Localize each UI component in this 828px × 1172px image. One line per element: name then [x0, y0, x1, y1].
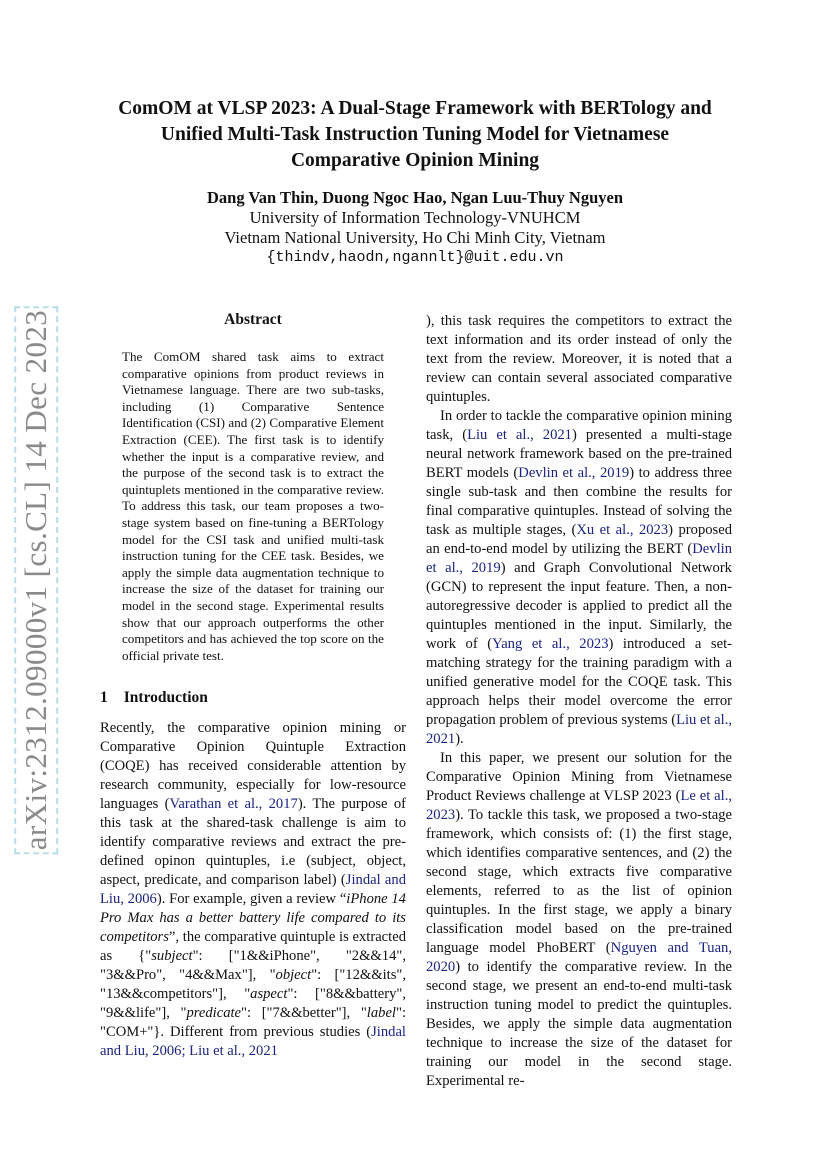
quintuple-key: object — [275, 967, 312, 984]
intro-paragraph-2 — [426, 407, 732, 749]
author-email[interactable]: {thindv,haodn,ngannlt}@uit.edu.vn — [266, 249, 564, 266]
left-column — [100, 310, 406, 1061]
intro-paragraph-1-continued — [426, 312, 732, 407]
text: ": ["7&&better"], " — [241, 1005, 367, 1022]
quintuple-key: predicate — [186, 1005, 242, 1022]
text: ": "COM+"}. Different from previous studies ( — [100, 1005, 406, 1041]
text: ) and Graph Convolutional Network (GCN) to represent the input feature. Then, a non-autoregressive decoder is applied to predict all the quintuples mentioned in the input. Similarly, the work of ( — [426, 560, 732, 652]
text: ). For example, given a review “ — [156, 891, 347, 908]
quintuple-key: aspect — [250, 986, 288, 1003]
citation-link[interactable]: Xu et al., 2023 — [576, 522, 669, 538]
text: ). To tackle this task, we proposed a two-stage framework, which consists of: (1) the first stage, which identifies comparative sentences, and (2) the second stage, which extracts five comparative elements, referred to as the list of opinion quintuples. In the first stage, we apply a binary classification model based on the pre-trained language model PhoBERT ( — [426, 807, 732, 956]
citation-link[interactable]: Liu et al., 2021 — [426, 712, 733, 747]
section-heading-introduction — [100, 688, 406, 707]
example-review: iPhone 14 Pro Max has a better battery life compared to its competitors — [100, 891, 406, 946]
citation-link[interactable]: Yang et al., 2023 — [492, 636, 609, 652]
text: ), this task requires the competitors to extract the text information and its order instead of only the text from the review. Moreover, it is noted that a review can contain several associated comparative quintuples. — [426, 313, 732, 405]
quintuple-key: subject — [151, 948, 193, 965]
citation-link[interactable]: Devlin et al., 2019 — [426, 541, 732, 576]
arxiv-identifier — [14, 309, 58, 851]
quintuple-key: label — [366, 1005, 396, 1022]
title-line: Comparative Opinion Mining — [290, 150, 540, 171]
text: ). — [455, 731, 464, 747]
author-block — [100, 188, 730, 268]
citation-link[interactable]: Varathan et al., 2017 — [169, 796, 298, 813]
intro-paragraph-3 — [426, 749, 732, 1091]
text: ”, the comparative quintuple is extracted as {" — [100, 929, 406, 965]
paper-title — [100, 96, 730, 174]
title-line: ComOM at VLSP 2023: A Dual-Stage Framework with BERTology and — [118, 98, 712, 119]
author-names: Dang Van Thin, Duong Ngoc Hao, Ngan Luu-Thuy Nguyen — [206, 188, 623, 207]
text: ": ["1&&iPhone", "2&&14", "3&&Pro", "4&&Max"], " — [100, 948, 406, 984]
text: In order to tackle the comparative opinion mining task, ( — [426, 408, 732, 443]
text: ": ["12&&its", "13&&competitors"], " — [100, 967, 407, 1003]
text: ) proposed an end-to-end model by utilizing the BERT ( — [426, 522, 732, 557]
right-column — [426, 312, 732, 1091]
text: ) introduced a set-matching strategy for the training paradigm with a unified generative model for the COQE task. This approach helps their model overcome the error propagation problem of previous systems ( — [426, 636, 732, 728]
abstract-body: The ComOM shared task aims to extract comparative opinions from product reviews in Vietnamese language. There are two sub-tasks, including (1) Comparative Sentence Identification (CSI) and (2) Comparative Element Extraction (CEE). The first task is to identify whether the input is a comparative review, and the purpose of the second task is to extract the quintuplets mentioned in the comparative review. To address this task, our team proposes a two-stage system based on fine-tuning a BERTology model for the CSI task and unified multi-task instruction tuning for the CEE task. Besides, we apply the simple data augmentation technique to increase the size of the dataset for training our model in the second stage. Experimental results show that our approach outperforms the other competitors and has achieved the top score on the official private test. — [122, 349, 384, 663]
affiliation-university: University of Information Technology-VNUHCM — [249, 208, 581, 227]
arxiv-identifier-text: arXiv:2312.09000v1 [cs.CL] 14 Dec 2023 — [18, 309, 54, 851]
citation-link[interactable]: Liu et al., 2021 — [467, 427, 572, 443]
text: ) presented a multi-stage neural network framework based on the pre-trained BERT models ( — [426, 427, 732, 481]
text: Recently, the comparative opinion mining or Comparative Opinion Quintuple Extraction (COQE) has received considerable attention by research community, especially for low-resource languages ( — [100, 720, 406, 813]
section-number: 1 — [100, 689, 108, 707]
intro-paragraph-1 — [100, 719, 406, 1061]
abstract-heading: Abstract — [224, 311, 282, 328]
section-title: Introduction — [123, 689, 208, 707]
citation-link[interactable]: Jindal and Liu, 2006; Liu et al., 2021 — [100, 1024, 406, 1060]
text: ": ["8&&battery", "9&&life"], " — [100, 986, 406, 1022]
citation-link[interactable]: Devlin et al., 2019 — [518, 465, 630, 481]
title-line: Unified Multi-Task Instruction Tuning Model for Vietnamese — [160, 124, 670, 145]
text: ). The purpose of this task at the shared-task challenge is aim to identify comparative reviews and extract the pre-defined opinon quintuples, i.e (subject, object, aspect, predicate, and comparison label) ( — [100, 796, 406, 889]
citation-link[interactable]: Jindal and Liu, 2006 — [100, 872, 406, 908]
text: ) to address three single sub-task and then combine the results for final comparative quintuples. Instead of solving the task as multiple stages, ( — [426, 465, 732, 538]
text: In this paper, we present our solution for the Comparative Opinion Mining from Vietnamese Product Reviews challenge at VLSP 2023 ( — [426, 750, 732, 804]
text: ) to identify the comparative review. In the second stage, we present an end-to-end multi-task instruction tuning model to predict the quintuples. Besides, we apply the simple data augmentation technique to increase the size of the dataset for training our model in the second stage. Experimental re- — [426, 959, 732, 1089]
affiliation-national: Vietnam National University, Ho Chi Minh City, Vietnam — [224, 228, 606, 247]
citation-link[interactable]: Nguyen and Tuan, 2020 — [426, 940, 732, 975]
citation-link[interactable]: Le et al., 2023 — [426, 788, 732, 823]
